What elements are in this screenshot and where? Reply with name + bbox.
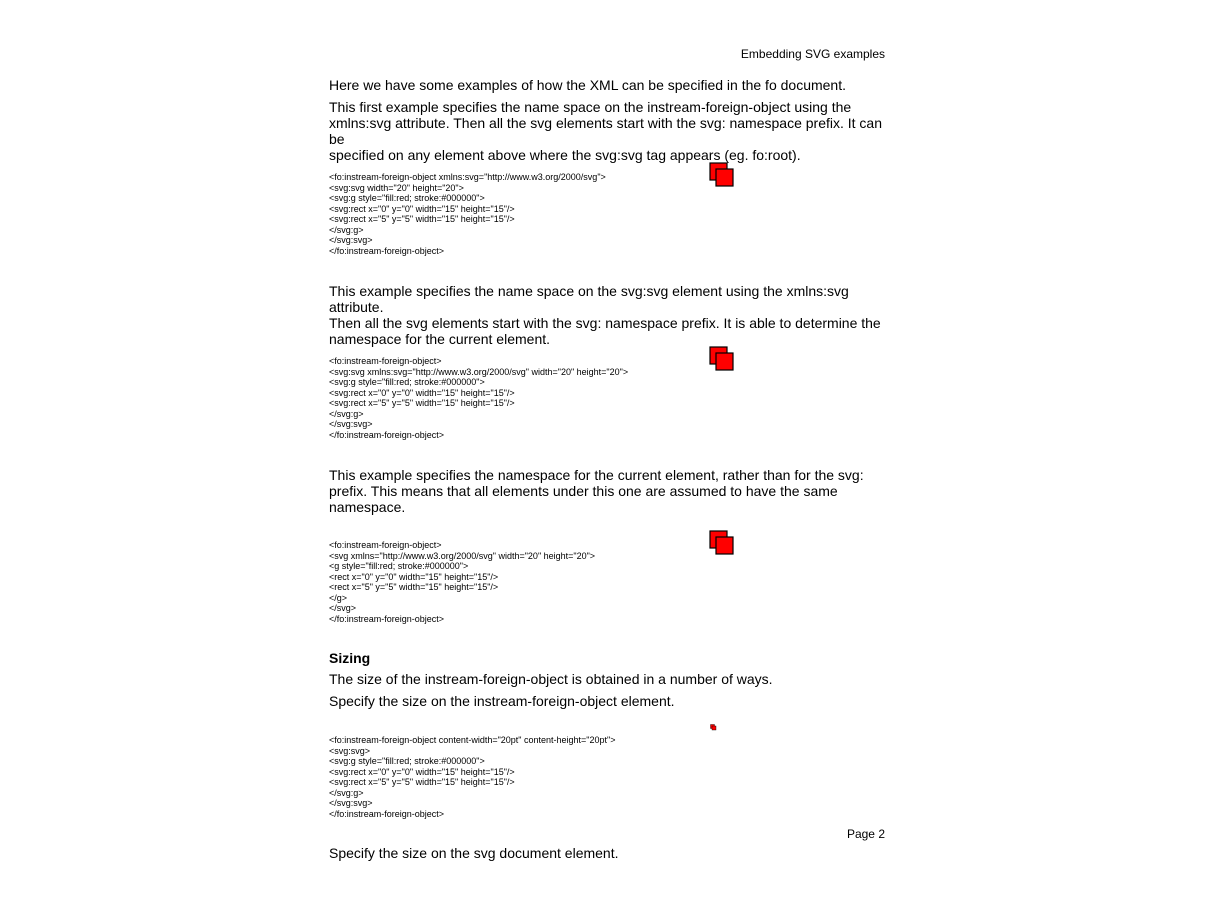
text-line: xmlns:svg attribute. Then all the svg elements start with the svg: namespace prefix. It can be — [329, 115, 882, 147]
code-line: <svg:rect x="0" y="0" width="15" height="15"/> — [329, 203, 515, 214]
svg-example-1-graphic — [709, 162, 735, 188]
sizing-paragraph-3: Specify the size on the svg document element. — [329, 845, 619, 861]
code-line: <svg:rect x="5" y="5" width="15" height="15"/> — [329, 398, 515, 408]
text-line: This example specifies the name space on the svg:svg element using the xmlns:svg attribute. — [329, 283, 849, 315]
code-line: <svg:rect x="5" y="5" width="15" height="15"/> — [329, 214, 515, 224]
text-line: Then all the svg elements start with the svg: namespace prefix. It is able to determine the — [329, 315, 881, 331]
code-line: </g> — [329, 592, 348, 603]
code-line: </fo:instream-foreign-object> — [329, 613, 445, 624]
example-1-description — [329, 99, 885, 163]
code-line: </fo:instream-foreign-object> — [329, 245, 445, 256]
example-3-code — [329, 540, 885, 624]
code-line: <svg:g style="fill:red; stroke:#000000"> — [329, 756, 485, 766]
code-line: </svg> — [329, 603, 357, 613]
code-line: <svg:svg width="20" height="20"> — [329, 182, 464, 193]
intro-paragraph: Here we have some examples of how the XML can be specified in the fo document. — [329, 77, 846, 93]
sizing-code — [329, 735, 885, 819]
code-line: <svg:rect x="0" y="0" width="15" height="15"/> — [329, 387, 515, 398]
text-line: namespace for the current element. — [329, 331, 551, 347]
text-line: namespace. — [329, 499, 406, 515]
code-line: <fo:instream-foreign-object> — [329, 356, 442, 366]
code-line: <svg:rect x="5" y="5" width="15" height="15"/> — [329, 777, 515, 787]
code-line: </svg:svg> — [329, 235, 373, 245]
svg-example-2-graphic — [709, 346, 735, 372]
example-3-description — [329, 467, 885, 515]
code-line: </svg:g> — [329, 224, 364, 235]
red-square-front — [716, 169, 733, 186]
code-line: <svg:g style="fill:red; stroke:#000000"> — [329, 377, 485, 387]
svg-sizing-graphic — [710, 724, 717, 731]
example-2-description — [329, 283, 885, 347]
code-line: </svg:g> — [329, 787, 364, 798]
page-header-title: Embedding SVG examples — [740, 47, 885, 61]
svg-example-3-graphic — [709, 530, 735, 556]
code-line: </svg:svg> — [329, 419, 373, 429]
code-line: <svg:svg xmlns:svg="http://www.w3.org/2000/svg" width="20" height="20"> — [329, 366, 629, 377]
sizing-paragraph-2: Specify the size on the instream-foreign-object element. — [329, 693, 675, 709]
example-1-code — [329, 172, 885, 256]
code-line: <svg:svg> — [329, 745, 371, 756]
code-line: <svg xmlns="http://www.w3.org/2000/svg" width="20" height="20"> — [329, 550, 596, 561]
text-line: specified on any element above where the svg:svg tag appears (eg. fo:root). — [329, 147, 801, 163]
code-line: </fo:instream-foreign-object> — [329, 429, 445, 440]
code-line: <rect x="0" y="0" width="15" height="15"/> — [329, 571, 499, 582]
code-line: <rect x="5" y="5" width="15" height="15"/> — [329, 582, 499, 592]
code-line: <svg:rect x="0" y="0" width="15" height="15"/> — [329, 766, 515, 777]
code-line: <svg:g style="fill:red; stroke:#000000"> — [329, 193, 485, 203]
page-number: Page 2 — [846, 827, 885, 841]
code-line: <fo:instream-foreign-object> — [329, 540, 442, 550]
text-line: This first example specifies the name space on the instream-foreign-object using the — [329, 99, 852, 115]
example-2-code — [329, 356, 885, 440]
code-line: </svg:svg> — [329, 798, 373, 808]
red-square-front — [716, 353, 733, 370]
code-line: </fo:instream-foreign-object> — [329, 808, 445, 819]
text-line: This example specifies the namespace for the current element, rather than for the svg: — [329, 467, 864, 483]
code-line: <fo:instream-foreign-object xmlns:svg="http://www.w3.org/2000/svg"> — [329, 172, 606, 182]
text-line: prefix. This means that all elements under this one are assumed to have the same — [329, 483, 838, 499]
red-square-front — [716, 537, 733, 554]
code-line: <fo:instream-foreign-object content-width="20pt" content-height="20pt"> — [329, 735, 616, 745]
red-square-front — [712, 726, 716, 730]
sizing-paragraph-1: The size of the instream-foreign-object is obtained in a number of ways. — [329, 671, 773, 687]
code-line: </svg:g> — [329, 408, 364, 419]
sizing-heading: Sizing — [329, 650, 371, 666]
code-line: <g style="fill:red; stroke:#000000"> — [329, 561, 469, 571]
